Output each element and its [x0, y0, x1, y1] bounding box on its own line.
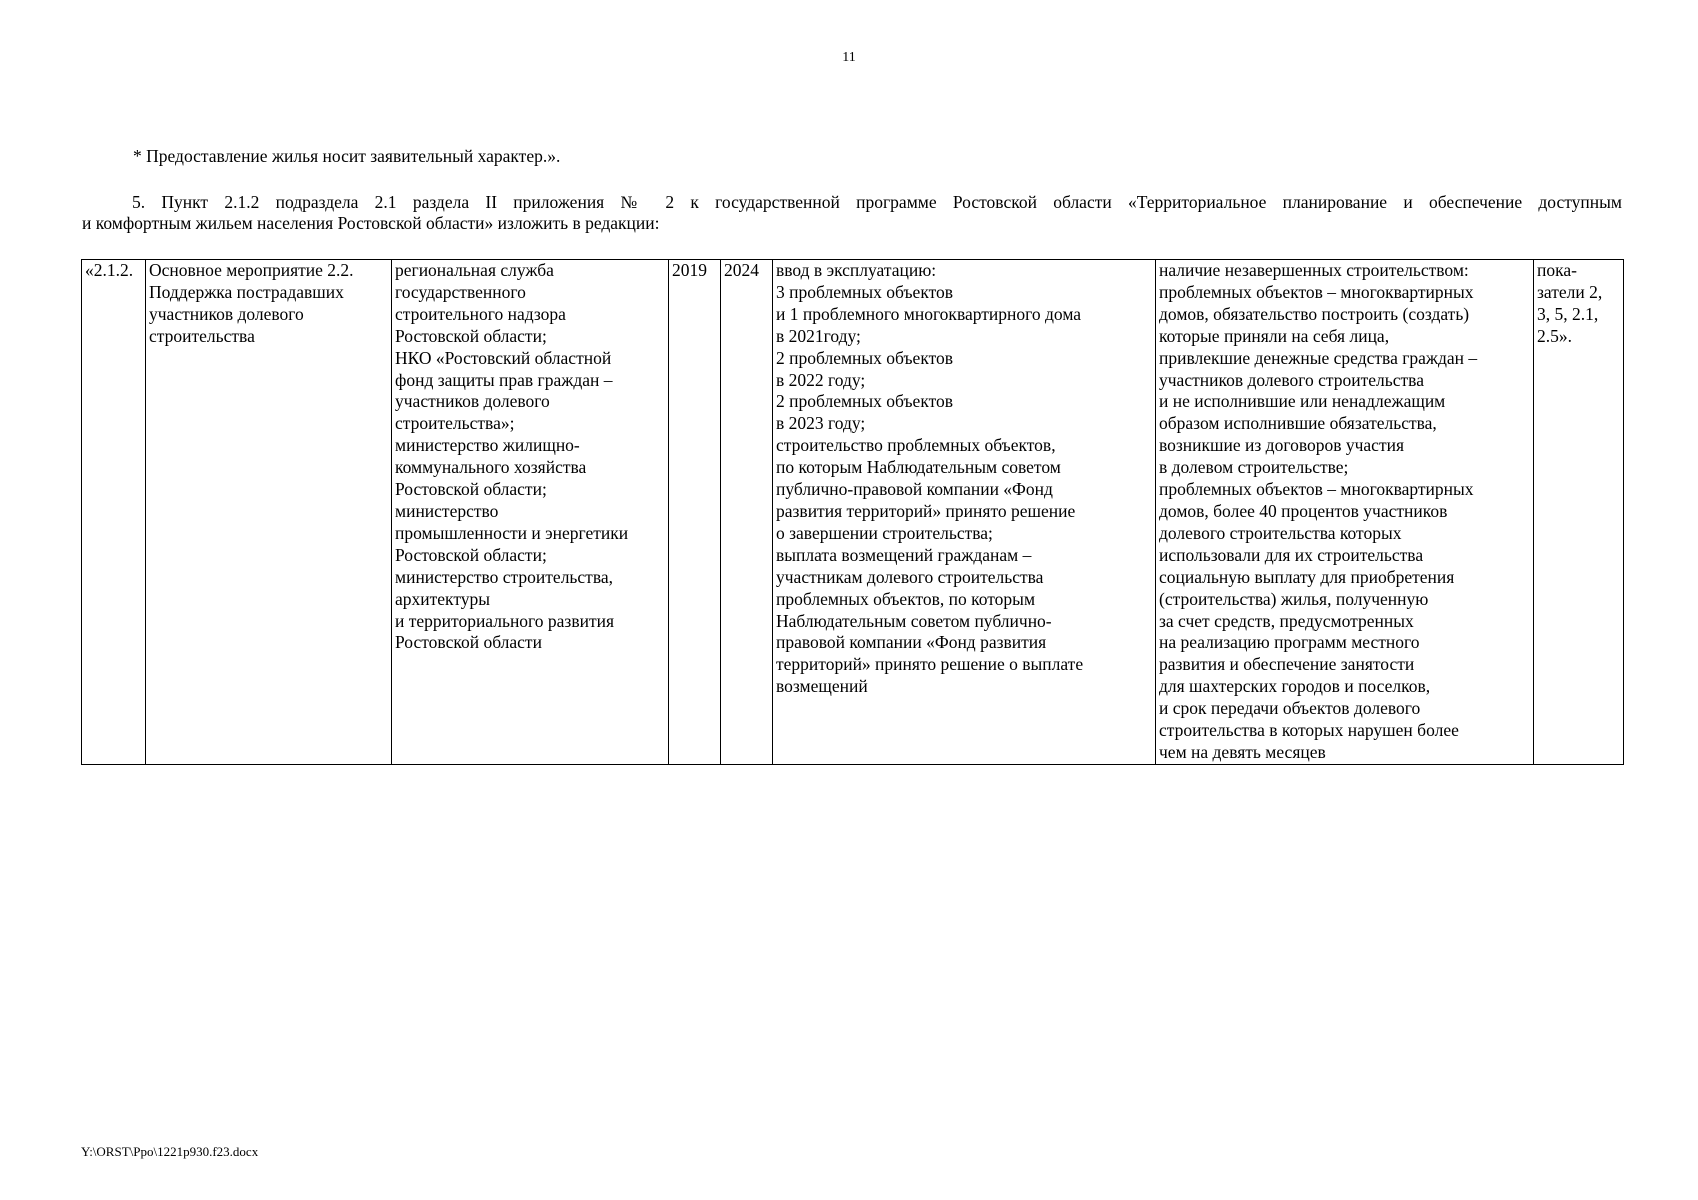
cell-text-line: пока- — [1537, 260, 1577, 280]
cell-text-line: Поддержка пострадавших — [149, 281, 344, 302]
cell-text-line: в 2022 году; — [776, 369, 866, 390]
cell-text-line: по которым Наблюдательным советом — [776, 457, 1061, 478]
cell-text-line: 3, 5, 2.1, — [1537, 303, 1599, 324]
cell-text-line: чем на девять месяцев — [1159, 741, 1326, 762]
cell-text-line: проблемных объектов – многоквартирных — [1159, 281, 1474, 302]
cell-text-line: 2 проблемных объектов — [776, 391, 954, 412]
cell-text-line: участникам долевого строительства — [776, 566, 1044, 587]
cell-text-line: проблемных объектов – многоквартирных — [1159, 479, 1474, 500]
cell-text-line: НКО «Ростовский областной — [395, 347, 612, 368]
cell-text-line: и не исполнившие или ненадлежащим — [1159, 391, 1446, 412]
amendment-paragraph — [82, 192, 1622, 234]
cell-text-line: за счет средств, предусмотренных — [1159, 610, 1414, 631]
expected-result-cell — [773, 260, 1156, 765]
cell-text-line: домов, более 40 процентов участников — [1159, 500, 1448, 521]
consequences-cell — [1156, 260, 1534, 765]
cell-text-line: участников долевого — [149, 303, 304, 324]
cell-text-line: строительства — [149, 325, 255, 346]
cell-text-line: (строительства) жилья, полученную — [1159, 588, 1429, 609]
cell-text-line: в 2021году; — [776, 325, 861, 346]
cell-text-line: Ростовской области; — [395, 325, 547, 346]
paragraph-line-1: 5. Пункт 2.1.2 подраздела 2.1 раздела II приложения № 2 к государственной программе Ростовской области «Территориальное планирование и обеспечение доступным — [132, 192, 1622, 212]
cell-text-line: 2.5». — [1537, 325, 1572, 346]
cell-text-line: 3 проблемных объектов — [776, 281, 954, 302]
cell-text-line: в долевом строительстве; — [1159, 457, 1349, 478]
cell-text-line: Ростовской области; — [395, 544, 547, 565]
cell-text-line: в 2023 году; — [776, 413, 866, 434]
cell-text-line: затели 2, — [1537, 281, 1603, 302]
cell-text-line: Наблюдательным советом публично- — [776, 610, 1052, 631]
start-year: 2019 — [672, 260, 707, 280]
cell-text-line: образом исполнившие обязательства, — [1159, 413, 1437, 434]
cell-text-line: Ростовской области — [395, 632, 542, 653]
cell-text-line: и территориального развития — [395, 610, 615, 631]
item-number-cell — [82, 260, 146, 765]
cell-text-line: о завершении строительства; — [776, 522, 993, 543]
footnote: * Предоставление жилья носит заявительный характер.». — [133, 146, 561, 166]
cell-text-line: для шахтерских городов и поселков, — [1159, 676, 1431, 697]
paragraph-line-2: и комфортным жильем населения Ростовской области» изложить в редакции: — [82, 213, 660, 233]
cell-text-line: и 1 проблемного многоквартирного дома — [776, 303, 1082, 324]
cell-text-line: публично-правовой компании «Фонд — [776, 479, 1053, 500]
start-year-cell — [669, 260, 721, 765]
cell-text-line: территорий» принято решение о выплате — [776, 654, 1084, 675]
cell-text-line: региональная служба — [395, 260, 554, 280]
cell-text-line: коммунального хозяйства — [395, 457, 587, 478]
file-path-footer: Y:\ORST\Ppo\1221p930.f23.docx — [81, 1144, 259, 1159]
cell-text-line: которые приняли на себя лица, — [1159, 325, 1390, 346]
cell-text-line: долевого строительства которых — [1159, 522, 1402, 543]
cell-text-line: проблемных объектов, по которым — [776, 588, 1036, 609]
cell-text-line: участников долевого строительства — [1159, 369, 1424, 390]
cell-text-line: привлекшие денежные средства граждан – — [1159, 347, 1478, 368]
activity-table — [81, 259, 1624, 765]
cell-text-line: наличие незавершенных строительством: — [1159, 260, 1469, 280]
cell-text-line: строительства»; — [395, 413, 515, 434]
cell-text-line: развития и обеспечение занятости — [1159, 654, 1415, 675]
executors-cell — [392, 260, 669, 765]
cell-text-line: Ростовской области; — [395, 479, 547, 500]
table-row — [82, 260, 1624, 765]
cell-text-line: на реализацию программ местного — [1159, 632, 1420, 653]
cell-text-line: участников долевого — [395, 391, 550, 412]
cell-text-line: 2 проблемных объектов — [776, 347, 954, 368]
cell-text-line: социальную выплату для приобретения — [1159, 566, 1455, 587]
cell-text-line: фонд защиты прав граждан – — [395, 369, 613, 390]
cell-text-line: строительного надзора — [395, 303, 566, 324]
cell-text-line: Основное мероприятие 2.2. — [149, 260, 354, 280]
cell-text-line: министерство строительства, — [395, 566, 613, 587]
end-year-cell — [721, 260, 773, 765]
cell-text-line: строительства в которых нарушен более — [1159, 720, 1459, 741]
cell-text-line: правовой компании «Фонд развития — [776, 632, 1047, 653]
cell-text-line: развития территорий» принято решение — [776, 500, 1076, 521]
page-number: 11 — [842, 50, 856, 65]
cell-text-line: министерство жилищно- — [395, 435, 580, 456]
cell-text-line: и срок передачи объектов долевого — [1159, 698, 1421, 719]
item-number: «2.1.2. — [85, 260, 134, 280]
cell-text-line: архитектуры — [395, 588, 490, 609]
cell-text-line: выплата возмещений гражданам – — [776, 544, 1032, 565]
cell-text-line: министерство — [395, 500, 499, 521]
cell-text-line: домов, обязательство построить (создать) — [1159, 303, 1470, 324]
end-year: 2024 — [724, 260, 759, 280]
cell-text-line: строительство проблемных объектов, — [776, 435, 1056, 456]
cell-text-line: возникшие из договоров участия — [1159, 435, 1404, 456]
cell-text-line: государственного — [395, 281, 526, 302]
activity-name-cell — [146, 260, 392, 765]
cell-text-line: возмещений — [776, 676, 868, 697]
cell-text-line: использовали для их строительства — [1159, 544, 1424, 565]
indicators-cell — [1534, 260, 1624, 765]
cell-text-line: ввод в эксплуатацию: — [776, 260, 937, 280]
cell-text-line: промышленности и энергетики — [395, 522, 629, 543]
